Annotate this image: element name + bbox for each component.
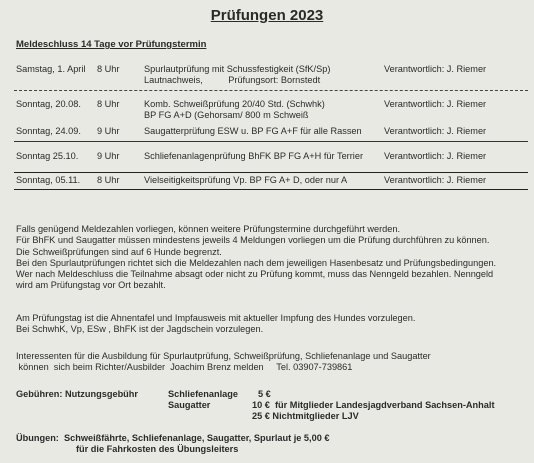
paragraph-line: wird am Prüfungstag vor Ort bezahlt.	[16, 280, 166, 291]
event-description: Spurlautprüfung mit Schussfestigkeit (SfK/Sp)	[144, 64, 331, 74]
event-time: 8 Uhr	[97, 99, 120, 109]
fee-item-saugatter: Saugatter	[168, 400, 211, 410]
exercises-note: für die Fahrkosten des Übungsleiters	[76, 444, 239, 454]
fee-price-members: 10 € für Mitglieder Landesjagdverband Sachsen-Anhalt	[252, 400, 495, 410]
event-responsible: Verantwortlich: J. Riemer	[384, 64, 487, 74]
event-responsible: Verantwortlich: J. Riemer	[384, 175, 487, 185]
info-paragraph	[16, 224, 532, 292]
event-description: Schliefenanlagenprüfung BhFK BP FG A+H für Terrier	[144, 151, 364, 161]
event-date: Samstag, 1. April	[16, 64, 86, 74]
event-time: 9 Uhr	[97, 151, 120, 161]
requirements-paragraph	[16, 313, 532, 336]
registration-deadline: Meldeschluss 14 Tage vor Prüfungstermin	[16, 39, 207, 50]
event-responsible: Verantwortlich: J. Riemer	[384, 151, 487, 161]
paragraph-line: Die Schweißprüfungen sind auf 6 Hunde begrenzt.	[16, 246, 222, 257]
contact-paragraph	[16, 351, 532, 374]
paragraph-line: Für BhFK und Saugatter müssen mindestens jeweils 4 Meldungen vorliegen um die Prüfung durchführen zu können.	[16, 235, 490, 246]
divider	[14, 141, 528, 142]
exercises-line: Übungen: Schweißfährte, Schliefenanlage, Saugatter, Spurlaut je 5,00 €	[16, 433, 330, 443]
event-date: Sonntag, 05.11.	[16, 175, 81, 185]
fee-price: 5 €	[258, 389, 271, 399]
fee-price-nonmembers: 25 € Nichtmitglieder LJV	[252, 411, 359, 421]
event-description-detail: BP FG A+D (Gehorsam/ 800 m Schweiß	[144, 110, 309, 120]
event-responsible: Verantwortlich: J. Riemer	[384, 126, 487, 136]
event-date: Sonntag, 20.08.	[16, 99, 81, 109]
event-time: 8 Uhr	[97, 64, 120, 74]
paragraph-line: Falls genügend Meldezahlen vorliegen, können weitere Prüfungstermine durchgeführt werden.	[16, 224, 401, 234]
fee-item-schliefenanlage: Schliefenanlage	[168, 389, 238, 399]
event-date: Sonntag, 24.09.	[16, 126, 81, 136]
event-description: Vielseitigkeitsprüfung Vp. BP FG A+ D, oder nur A	[144, 175, 348, 185]
event-date: Sonntag 25.10.	[16, 151, 79, 161]
page-title: Prüfungen 2023	[210, 7, 324, 24]
paragraph-line: können sich beim Richter/Ausbilder Joachim Brenz melden Tel. 03907-739861	[16, 362, 353, 373]
event-time: 8 Uhr	[97, 175, 120, 185]
paragraph-line: Wer nach Meldeschluss die Teilnahme absagt oder nicht zu Prüfung kommt, muss das Nenngeld bezahlen. Nenngeld	[16, 269, 494, 280]
paragraph-line: Interessenten für die Ausbildung für Spurlautprüfung, Schweißprüfung, Schliefenanlage und Saugatter	[16, 351, 431, 361]
divider	[14, 90, 528, 91]
event-time: 9 Uhr	[97, 126, 120, 136]
paragraph-line: Am Prüfungstag ist die Ahnentafel und Impfausweis mit aktueller Impfung des Hundes vorzulegen.	[16, 313, 416, 323]
event-description: Komb. Schweißprüfung 20/40 Std. (Schwhk)	[144, 99, 325, 109]
event-description-detail: Lautnachweis, Prüfungsort: Bornstedt	[144, 75, 321, 85]
event-description: Saugatterprüfung ESW u. BP FG A+F für alle Rassen	[144, 126, 362, 136]
paragraph-line: Bei SchwhK, Vp, ESw , BhFK ist der Jagdschein vorzulegen.	[16, 324, 264, 335]
paragraph-line: Bei den Spurlautprüfungen richtet sich die Meldezahlen nach dem jeweiligen Hasenbesatz und Prüfungsbedingungen.	[16, 257, 497, 268]
event-responsible: Verantwortlich: J. Riemer	[384, 99, 487, 109]
fees-label: Gebühren: Nutzungsgebühr	[16, 389, 138, 399]
